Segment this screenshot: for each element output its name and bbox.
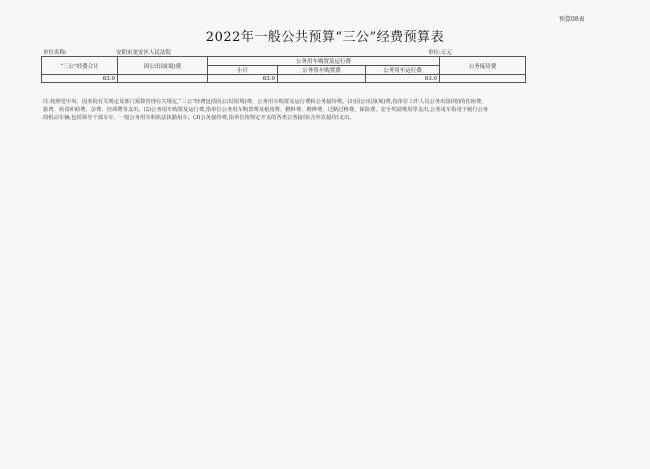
- header-subtotal: 小计: [208, 66, 278, 75]
- unit-label: 单位名称:: [43, 50, 67, 56]
- cell-total: 63.0: [42, 75, 118, 83]
- cell-vehicle-purchase: [278, 75, 366, 83]
- table-row: [42, 75, 526, 83]
- cell-reception: [440, 75, 526, 83]
- cell-subtotal: 63.0: [208, 75, 278, 83]
- footnote: 注:按照党中央、国务院有关规定及部门预算管理有关规定,“三公”经费包括因公出国(境)费、公务用车购置及运行费和公务接待费。(1)因公出国(境)费,指单位工作人员公务出国(境)的住宿费、旅费、伙食补助费、杂费、培训费等支出。(2)公务用车购置及运行费,指单位公务用车购置费及租用费、燃料费、维修费、过路过桥费、保险费、安全奖励费用等支出,公务用车指用于履行公务的机动车辆,包括领导干部专车、一般公务用车和执法执勤用车。(3)公务接待费,指单位按规定开支的各类公务接待(含外宾接待)支出。: [43, 99, 489, 121]
- cell-vehicle-operation: 63.0: [366, 75, 440, 83]
- budget-table: [41, 56, 526, 83]
- form-code: 预算08表: [559, 16, 585, 23]
- header-reception: 公务接待费: [440, 57, 526, 75]
- table-header-row: [42, 57, 526, 66]
- header-vehicle-operation: 公务用车运行费: [366, 66, 440, 75]
- page-title: 2022年一般公共预算“三公”经费预算表: [205, 30, 445, 45]
- header-vehicle-purchase: 公务用车购置费: [278, 66, 366, 75]
- header-vehicle-group: 公务用车购置及运行费: [208, 57, 440, 66]
- unit-of-measure: 单位:万元: [428, 50, 452, 56]
- header-abroad: 因公出国(境)费: [118, 57, 208, 75]
- cell-abroad: [118, 75, 208, 83]
- unit-name: 安阳市龙安区人民法院: [116, 50, 172, 56]
- header-total: “三公”经费合计: [42, 57, 118, 75]
